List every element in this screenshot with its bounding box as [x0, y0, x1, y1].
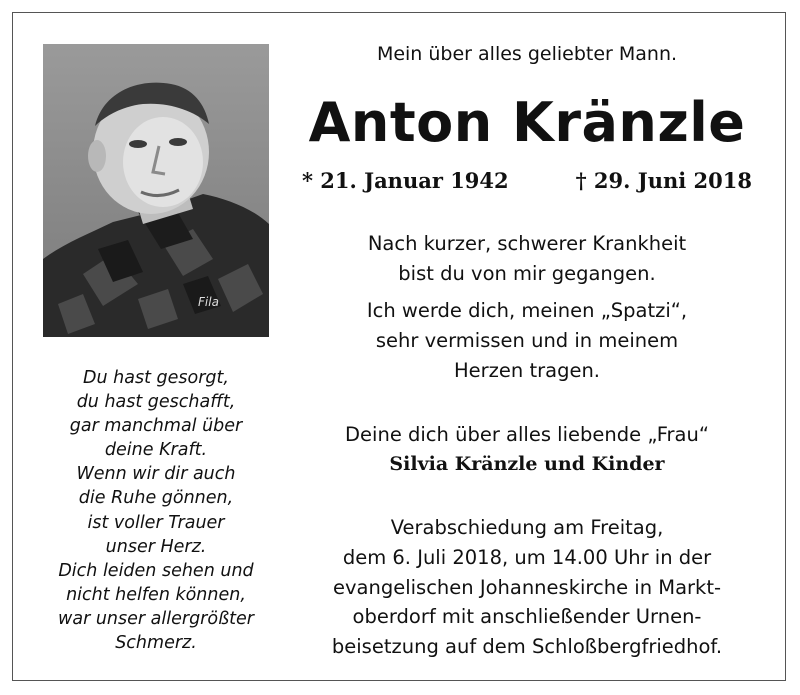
signature-block [292, 420, 762, 480]
funeral-line: evangelischen Johanneskirche in Markt- [332, 575, 722, 599]
intro-text: Mein über alles geliebter Mann. [376, 43, 678, 65]
funeral-line: oberdorf mit anschließender Urnen- [352, 605, 702, 629]
poem-line: ist voller Trauer [87, 512, 225, 533]
message-line: bist du von mir gegangen. [398, 261, 656, 285]
deceased-name: Anton Kränzle [308, 91, 746, 154]
message-line: Ich werde dich, meinen „Spatzi“, [366, 299, 688, 322]
signature-names: Silvia Kränzle und Kinder [389, 452, 665, 475]
birth-date: * 21. Januar 1942 [302, 168, 509, 193]
message-block-2 [292, 296, 762, 385]
portrait-icon [43, 44, 269, 337]
portrait-photo [43, 44, 269, 337]
poem-line: Dich leiden sehen und [58, 560, 254, 581]
message-line: sehr vermissen und in meinem [375, 328, 679, 352]
poem [34, 366, 278, 655]
message-line: Herzen tragen. [453, 358, 600, 382]
poem-line: nicht helfen können, [66, 584, 246, 605]
funeral-line: dem 6. Juli 2018, um 14.00 Uhr in der [342, 545, 712, 569]
funeral-line: Verabschiedung am Freitag, [390, 516, 664, 539]
poem-line: unser Herz. [105, 536, 207, 557]
funeral-info [292, 513, 762, 662]
poem-line: die Ruhe gönnen, [78, 488, 234, 509]
poem-line: deine Kraft. [104, 440, 208, 461]
poem-line: du hast geschafft, [76, 392, 236, 413]
signature-line: Deine dich über alles liebende „Frau“ [345, 423, 709, 446]
poem-line: gar manchmal über [69, 416, 243, 437]
funeral-line: beisetzung auf dem Schloßbergfriedhof. [331, 635, 723, 659]
life-dates [302, 168, 752, 198]
poem-line: war unser allergrößter [58, 608, 254, 629]
message-block-1 [292, 229, 762, 289]
poem-line: Du hast gesorgt, [83, 368, 229, 388]
poem-line: Schmerz. [115, 633, 197, 654]
message-line: Nach kurzer, schwerer Krankheit [367, 232, 687, 255]
poem-line: Wenn wir dir auch [76, 464, 236, 485]
death-date: † 29. Juni 2018 [575, 168, 752, 193]
svg-text:Fila: Fila [198, 295, 219, 309]
